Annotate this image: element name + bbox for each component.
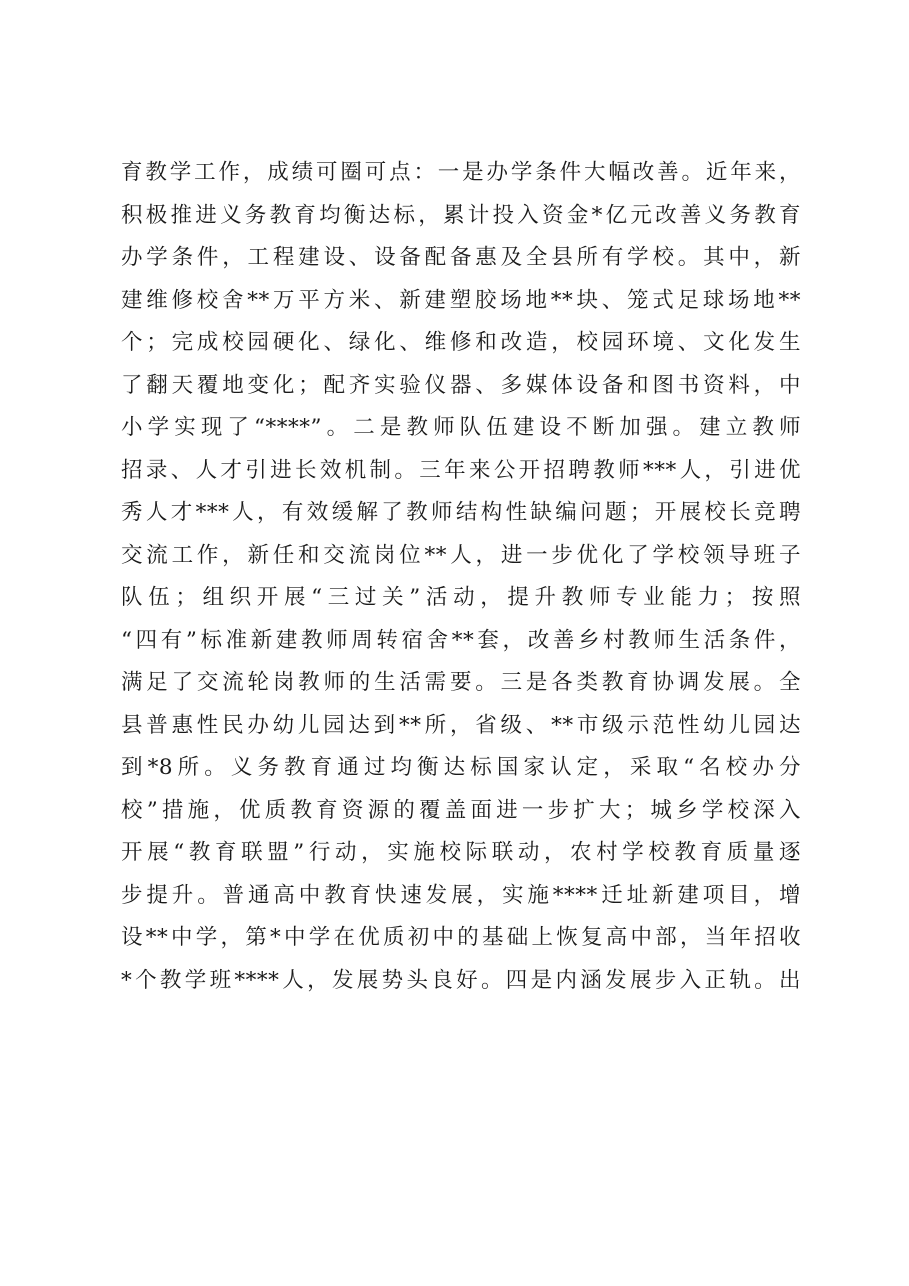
text-line: 了翻天覆地变化；配齐实验仪器、多媒体设备和图书资料，中: [121, 372, 801, 398]
text-line: 招录、人才引进长效机制。三年来公开招聘教师***人，引进优: [121, 457, 801, 483]
text-line: 个；完成校园硬化、绿化、维修和改造，校园环境、文化发生: [121, 330, 801, 355]
text-line: 开展“教育联盟”行动，实施校际联动，农村学校教育质量逐: [121, 840, 801, 865]
text-line: 校”措施，优质教育资源的覆盖面进一步扩大；城乡学校深入: [121, 797, 801, 823]
text-line: 建维修校舍**万平方米、新建塑胶场地**块、笼式足球场地**: [121, 287, 801, 313]
text-line: 队伍；组织开展“三过关”活动，提升教师专业能力；按照: [121, 585, 801, 610]
text-line: 办学条件，工程建设、设备配备惠及全县所有学校。其中，新: [121, 245, 801, 270]
text-line: *个教学班****人，发展势头良好。四是内涵发展步入正轨。出: [121, 967, 801, 993]
text-line: 交流工作，新任和交流岗位**人，进一步优化了学校领导班子: [121, 542, 801, 568]
text-line: 秀人才***人，有效缓解了教师结构性缺编问题；开展校长竞聘: [121, 500, 801, 525]
body-paragraph: [121, 152, 801, 1002]
text-line: 小学实现了“****”。二是教师队伍建设不断加强。建立教师: [121, 415, 801, 440]
text-line: 到*8所。义务教育通过均衡达标国家认定，采取“名校办分: [121, 755, 801, 780]
text-line: 设**中学，第*中学在优质初中的基础上恢复高中部，当年招收: [121, 925, 801, 950]
text-line: “四有”标准新建教师周转宿舍**套，改善乡村教师生活条件，: [121, 627, 801, 653]
text-line: 满足了交流轮岗教师的生活需要。三是各类教育协调发展。全: [121, 670, 801, 695]
text-line: 县普惠性民办幼儿园达到**所，省级、**市级示范性幼儿园达: [121, 712, 801, 738]
text-line: 育教学工作，成绩可圈可点：一是办学条件大幅改善。近年来，: [121, 160, 801, 185]
text-line: 积极推进义务教育均衡达标，累计投入资金*亿元改善义务教育: [121, 202, 801, 228]
text-line: 步提升。普通高中教育快速发展，实施****迁址新建项目，增: [121, 882, 801, 908]
